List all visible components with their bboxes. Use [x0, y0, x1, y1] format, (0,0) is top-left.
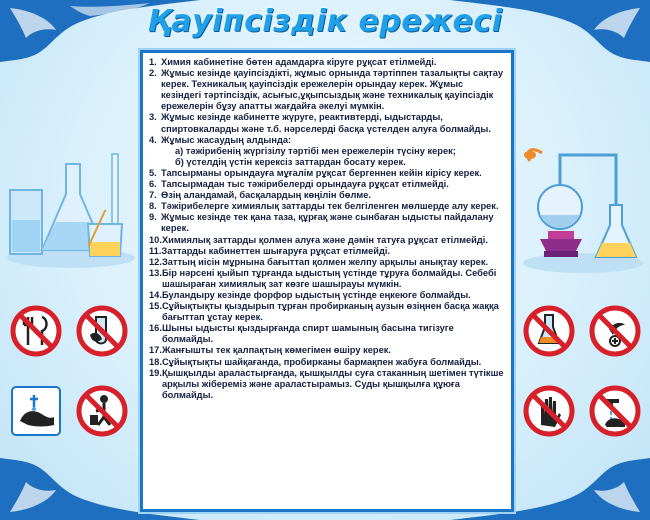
rule-item: 7. Өзің аландамай, басқалардың көңілін бөлме. [149, 190, 372, 201]
no-flame-sign [589, 305, 641, 357]
page-title: Қауіпсіздік ережесі [147, 4, 503, 39]
no-touching-tube-icon [76, 305, 128, 357]
no-flame-icon [589, 305, 641, 357]
rules-list [149, 57, 505, 401]
no-pouring-icon [523, 305, 575, 357]
rule-item: 8. Тәжірибелерге химиялық заттарды тек белгіленген мөлшерде алу керек. [149, 201, 499, 212]
rule-item: 5. Тапсырманы орындауға мұғалім рұқсат бергеннен кейін кірісу керек. [149, 167, 482, 178]
rule-item: 10. Химиялық заттарды қолмен алуға және дәмін татуға рұқсат етілмейді. [149, 234, 488, 245]
rule-item: 13. Бір нәрсені қыйып тұрғанда ыдыстың үстінде тұруға болмайды. Себебі шашыраған химиялық зат көзге шашырауы мүмкін. [149, 267, 497, 289]
rules-panel [140, 50, 514, 512]
rule-item: 3. Жұмыс кезінде кабинетте жүруге, реактивтерді, ыдыстарды, спиртовкаларды және т.б. нәрселерді басқа үстелден алуға болмайды. [149, 112, 491, 134]
rule-item: 1. Химия кабинетіне бөтен адамдарға кіруге рұқсат етілмейді. [149, 57, 437, 67]
wash-water-icon [589, 385, 641, 437]
rule-item: 18. Сұйықтықты шайқағанда, пробирканы бармақпен жабуға болмайды. [149, 356, 482, 367]
no-eating-icon [10, 305, 62, 357]
rule-item: 15. Сұйықтықты қыздырып тұрған пробирканың аузын өзіңнен басқа жаққа бағыттап ұстау керек. [149, 301, 499, 323]
rule-item: 2. Жұмыс кезінде қауіпсіздікті, жұмыс орнында тәртіппен тазалықты сақтау керек. Техникалық қауіпсіздік ережелерін орындау керек. Жұмыс кезіндегі тәртіпсіздік, асығыс,ұқыпсыздық және техникалық қауіпсіздік ережелерін бұзу апатты жағдайға әкелуі мүмкін. [149, 68, 504, 112]
rule-item: 17. Жанғышты тек қалпақтың көмегімен өшіру керек. [149, 345, 392, 356]
no-hands-sign [523, 385, 575, 437]
rule-item: 16. Шыны ыдысты қыздырғанда спирт шамының басына тигізуге болмайды. [149, 323, 454, 345]
rule-item: 11. Заттарды кабинеттен шығаруға рұқсат етілмейді. [149, 245, 391, 256]
wash-hands-icon [10, 385, 62, 437]
rule-item: 4. Жұмыс жасаудың алдында: а) тәжірибенің жүргізілу тәртібі мен ережелерін түсіну керек; б) үстелдің үстін керексіз заттардан босату керек. [149, 135, 505, 168]
rule-subitem: а) тәжірибенің жүргізілу тәртібі мен ережелерін түсіну керек; [175, 145, 456, 156]
wash-hands-sign [10, 385, 62, 437]
dispose-waste-icon [76, 385, 128, 437]
rule-item: 6. Тапсырмадан тыс тәжірибелерді орындауға рұқсат етілмейді. [149, 179, 449, 190]
distillation-apparatus-icon [520, 135, 646, 275]
no-hands-icon [523, 385, 575, 437]
wash-water-sign [589, 385, 641, 437]
lab-glassware-icon [4, 150, 138, 270]
no-eating-sign [10, 305, 62, 357]
rule-text: Жұмыс жасаудың алдында: [161, 134, 292, 145]
rule-item: 19. Қышқылды араластырғанда, қышқылды суға стаканның шетімен түтікше арқылы жібереміз және араластырамыз. Суды қышқылға құюға болмайды. [149, 367, 504, 400]
rule-item: 14. Буландыру кезінде форфор ыдыстың үстінде еңкеюге болмайды. [149, 289, 471, 300]
no-pouring-sign [523, 305, 575, 357]
rule-item: 9. Жұмыс кезінде тек қана таза, құрғақ және сынбаған ыдысты пайдалану керек. [149, 212, 494, 234]
dispose-waste-sign [76, 385, 128, 437]
rule-item: 12. Заттың иісін мұрнына бағыттап қолмен желпу арқылы анықтау керек. [149, 256, 489, 267]
no-touching-sign [76, 305, 128, 357]
rule-subitem: б) үстелдің үстін керексіз заттардан босату керек. [175, 156, 406, 167]
